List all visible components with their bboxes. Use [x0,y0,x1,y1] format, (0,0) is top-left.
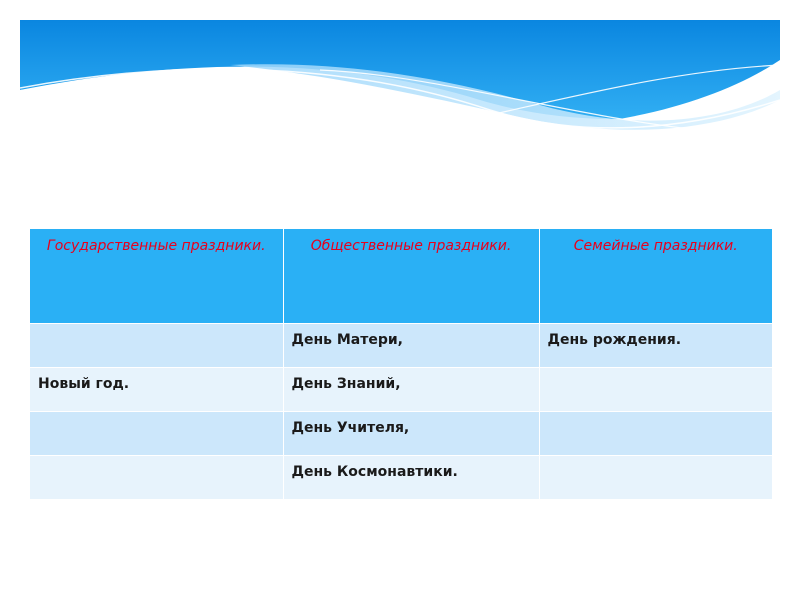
table-cell: День рождения. [539,323,772,367]
table-cell: Новый год. [30,367,283,411]
table-cell [30,323,283,367]
table-cell [539,367,772,411]
table-row [30,367,772,411]
holidays-table [30,229,772,499]
table-row [30,323,772,367]
table-cell [30,411,283,455]
header-family-holidays: Семейные праздники. [539,229,772,323]
table-cell: День Матери, [283,323,539,367]
table-row [30,455,772,499]
header-public-holidays: Общественные праздники. [283,229,539,323]
table-cell [539,455,772,499]
header-state-holidays: Государственные праздники. [30,229,283,323]
table-cell [30,455,283,499]
table-cell: День Учителя, [283,411,539,455]
table-header-row [30,229,772,323]
wave-banner [20,20,780,140]
table-cell [539,411,772,455]
table-cell: День Знаний, [283,367,539,411]
table-row [30,411,772,455]
table-cell: День Космонавтики. [283,455,539,499]
